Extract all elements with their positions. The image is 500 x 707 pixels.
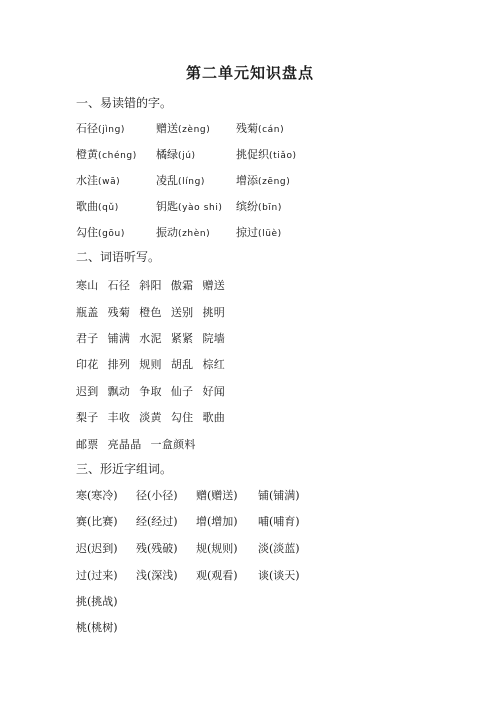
word-text: 掠过 bbox=[236, 226, 258, 239]
dictation-row bbox=[76, 409, 234, 425]
dictation-row bbox=[76, 277, 234, 293]
word-text: 增添 bbox=[236, 174, 258, 187]
dictation-word: 印花 bbox=[76, 358, 99, 371]
similar-char-item: 径(小径) bbox=[136, 489, 178, 502]
pronunciation-item bbox=[156, 172, 205, 188]
dictation-word: 好闻 bbox=[202, 385, 226, 398]
pinyin-text: (zēng) bbox=[258, 177, 291, 187]
dictation-word: 迟到 bbox=[76, 385, 99, 398]
similar-char-item: 寒(寒冷) bbox=[76, 489, 118, 502]
word-text: 勾住 bbox=[76, 226, 98, 239]
pronunciation-item bbox=[156, 224, 210, 240]
dictation-word: 挑明 bbox=[202, 306, 226, 319]
pinyin-text: (líng) bbox=[178, 177, 206, 187]
dictation-word: 水泥 bbox=[139, 332, 162, 345]
pinyin-text: (zèng) bbox=[178, 125, 211, 135]
dictation-word: 梨子 bbox=[76, 411, 99, 424]
dictation-word: 丰收 bbox=[107, 411, 131, 424]
word-text: 橘绿 bbox=[156, 148, 178, 161]
pronunciation-item bbox=[156, 146, 196, 162]
dictation-row bbox=[76, 436, 205, 452]
similar-char-item: 观(观看) bbox=[196, 569, 238, 582]
word-text: 石径 bbox=[76, 122, 98, 135]
pronunciation-item bbox=[236, 172, 290, 188]
dictation-word: 送别 bbox=[170, 306, 194, 319]
pinyin-text: (qǔ) bbox=[98, 203, 119, 213]
similar-char-item: 赛(比赛) bbox=[76, 515, 118, 528]
pronunciation-item bbox=[236, 120, 284, 136]
similar-char-item: 谈(谈天) bbox=[258, 569, 300, 582]
pronunciation-item bbox=[236, 146, 297, 162]
word-text: 振动 bbox=[156, 226, 178, 239]
pinyin-text: (jú) bbox=[178, 151, 196, 161]
dictation-word: 一盒颜料 bbox=[150, 438, 196, 451]
dictation-word: 歌曲 bbox=[202, 411, 226, 424]
dictation-word: 君子 bbox=[76, 332, 99, 345]
dictation-row bbox=[76, 356, 234, 372]
pinyin-text: (zhèn) bbox=[178, 229, 211, 239]
section-2-heading: 二、词语听写。 bbox=[76, 250, 161, 264]
word-text: 水洼 bbox=[76, 174, 98, 187]
pronunciation-item bbox=[76, 172, 120, 188]
dictation-word: 胡乱 bbox=[170, 358, 194, 371]
dictation-word: 石径 bbox=[107, 279, 131, 292]
dictation-word: 傲霜 bbox=[170, 279, 194, 292]
dictation-word: 赠送 bbox=[202, 279, 226, 292]
word-text: 赠送 bbox=[156, 122, 178, 135]
pronunciation-item bbox=[156, 198, 223, 214]
dictation-word: 紧紧 bbox=[170, 332, 194, 345]
pinyin-text: (cán) bbox=[258, 125, 285, 135]
pinyin-text: (lüè) bbox=[258, 229, 282, 239]
pinyin-text: (bīn) bbox=[258, 203, 282, 213]
pinyin-text: (gōu) bbox=[98, 229, 125, 239]
pinyin-text: (tiǎo) bbox=[269, 151, 297, 161]
similar-char-item: 规(规则) bbox=[196, 542, 238, 555]
pronunciation-item bbox=[76, 146, 137, 162]
pronunciation-item bbox=[76, 120, 125, 136]
dictation-word: 院墙 bbox=[202, 332, 226, 345]
dictation-word: 棕红 bbox=[202, 358, 226, 371]
pinyin-text: (jìng) bbox=[98, 125, 126, 135]
word-text: 缤纷 bbox=[236, 200, 258, 213]
dictation-row bbox=[76, 383, 234, 399]
pronunciation-item bbox=[76, 198, 119, 214]
pronunciation-item bbox=[236, 198, 282, 214]
similar-char-item: 浅(深浅) bbox=[136, 569, 178, 582]
word-text: 橙黄 bbox=[76, 148, 98, 161]
pinyin-text: (wā) bbox=[98, 177, 121, 187]
similar-char-item: 铺(铺满) bbox=[258, 489, 300, 502]
word-text: 歌曲 bbox=[76, 200, 98, 213]
dictation-row bbox=[76, 330, 234, 346]
dictation-word: 铺满 bbox=[107, 332, 131, 345]
section-1-heading: 一、易读错的字。 bbox=[76, 96, 173, 110]
word-text: 残菊 bbox=[236, 122, 258, 135]
dictation-word: 排列 bbox=[107, 358, 131, 371]
similar-char-item: 哺(哺育) bbox=[258, 515, 300, 528]
section-3-heading: 三、形近字组词。 bbox=[76, 462, 173, 476]
similar-char-item: 赠(赠送) bbox=[196, 489, 238, 502]
dictation-word: 寒山 bbox=[76, 279, 99, 292]
pronunciation-item bbox=[156, 120, 210, 136]
similar-char-item: 迟(迟到) bbox=[76, 542, 118, 555]
dictation-word: 邮票 bbox=[76, 438, 99, 451]
pinyin-text: (yào shi) bbox=[178, 203, 223, 213]
word-text: 挑促织 bbox=[236, 148, 269, 161]
page-title: 第二单元知识盘点 bbox=[185, 64, 314, 82]
word-text: 凌乱 bbox=[156, 174, 178, 187]
similar-char-item: 增(增加) bbox=[196, 515, 238, 528]
pronunciation-item bbox=[76, 224, 125, 240]
dictation-word: 残菊 bbox=[107, 306, 131, 319]
similar-char-item: 挑(挑战) bbox=[76, 595, 118, 608]
word-text: 钥匙 bbox=[156, 200, 178, 213]
similar-char-item: 过(过来) bbox=[76, 569, 118, 582]
dictation-word: 橙色 bbox=[139, 306, 162, 319]
similar-char-item: 桃(桃树) bbox=[76, 621, 118, 634]
dictation-word: 仙子 bbox=[170, 385, 194, 398]
pronunciation-item bbox=[236, 224, 282, 240]
similar-char-item: 残(残破) bbox=[136, 542, 178, 555]
dictation-word: 斜阳 bbox=[139, 279, 162, 292]
dictation-word: 飘动 bbox=[107, 385, 131, 398]
pinyin-text: (chéng) bbox=[98, 151, 137, 161]
dictation-row bbox=[76, 304, 234, 320]
dictation-word: 勾住 bbox=[170, 411, 194, 424]
similar-char-item: 经(经过) bbox=[136, 515, 178, 528]
dictation-word: 淡黄 bbox=[139, 411, 162, 424]
dictation-word: 规则 bbox=[139, 358, 162, 371]
similar-char-item: 淡(淡蓝) bbox=[258, 542, 300, 555]
dictation-word: 瓶盖 bbox=[76, 306, 99, 319]
dictation-word: 亮晶晶 bbox=[107, 438, 142, 451]
dictation-word: 争取 bbox=[139, 385, 162, 398]
